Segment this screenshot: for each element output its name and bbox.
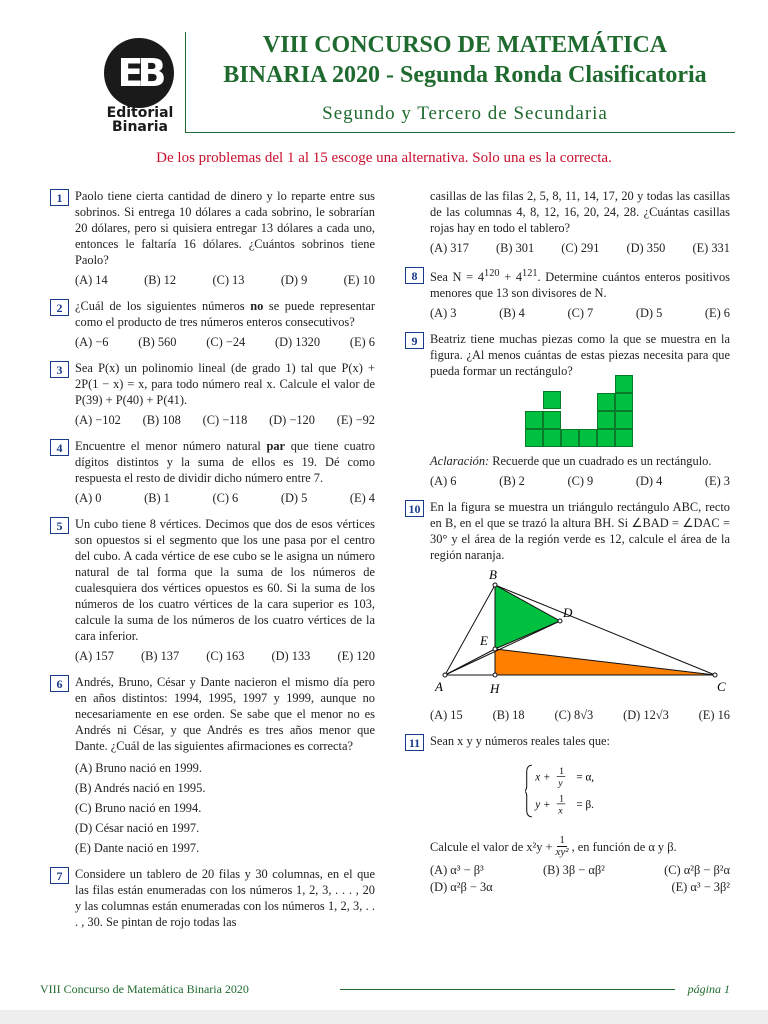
piece-square xyxy=(543,429,561,447)
problem-5 xyxy=(50,516,375,664)
alt-a[interactable]: (A) 317 xyxy=(430,241,469,255)
problem-7-continued xyxy=(405,188,730,256)
problem-text: Sean x y y números reales tales que: xyxy=(430,734,610,749)
alternatives-row2 xyxy=(430,879,730,895)
question xyxy=(430,835,730,858)
subtitle-text: Segundo y Tercero de Secundaria xyxy=(322,103,608,124)
problem-number: 6 xyxy=(50,675,69,692)
problem-number: 2 xyxy=(50,299,69,316)
alt-e[interactable]: (E) 6 xyxy=(349,335,375,349)
alt-c[interactable]: (C) −118 xyxy=(202,413,248,427)
alt-a[interactable]: (A) α³ − β³ xyxy=(430,863,484,878)
eq1-den: y xyxy=(558,778,563,789)
page-footer xyxy=(40,982,730,996)
alt-b[interactable]: (B) 12 xyxy=(144,273,177,287)
question-fraction xyxy=(556,835,569,858)
problem-text xyxy=(75,298,375,330)
alt-d[interactable]: (D) 133 xyxy=(271,649,311,663)
instruction: De los problemas del 1 al 15 escoge una alternativa. Solo una es la correcta. xyxy=(156,150,612,166)
problem-number: 10 xyxy=(405,500,424,517)
problem-11 xyxy=(405,733,730,895)
logo-text xyxy=(100,106,180,134)
clarification-label: Aclaración: xyxy=(430,454,490,469)
alternatives xyxy=(430,473,730,489)
problem-text-b: + 4 xyxy=(499,270,523,285)
alt-c[interactable]: (C) 6 xyxy=(212,491,239,505)
problem-text: En la figura se muestra un triángulo rectángulo ABC, recto en B, en el que se trazó la altura BH. Si ∠BAD = ∠DAC = 30° y el área de la región verde es 12, calcule el área de la región naranja. xyxy=(430,500,730,563)
alt-a[interactable]: (A) 15 xyxy=(430,708,463,723)
problem-text-a: Sea N = 4 xyxy=(430,270,485,285)
alternatives xyxy=(430,240,730,256)
alt-a[interactable]: (A) 157 xyxy=(75,649,114,663)
problem-number: 8 xyxy=(405,267,424,284)
piece-square xyxy=(597,429,615,447)
alt-d[interactable]: (D) −120 xyxy=(269,413,315,427)
alt-c[interactable]: (C) 291 xyxy=(561,241,600,255)
editorial-binaria-logo xyxy=(100,38,180,134)
piece-square xyxy=(543,391,561,409)
problem-3 xyxy=(50,360,375,428)
label-h: H xyxy=(490,681,500,697)
problem-number: 4 xyxy=(50,439,69,456)
problem-text-bold: no xyxy=(250,299,264,313)
problem-text-continued: casillas de las filas 2, 5, 8, 11, 14, 17, 20 y todas las casillas de las columnas 4, 8, 12, 16, 20, 24, 28. ¿Cuántas casillas rojas hay en todo el tablero? xyxy=(430,189,730,235)
alt-c[interactable]: (C) 13 xyxy=(212,273,245,287)
problem-text: Beatriz tiene muchas piezas como la que se muestra en la figura. ¿Al menos cuántas de estas piezas necesita para que pueda formar un rectángulo? xyxy=(430,332,730,379)
problem-2 xyxy=(50,298,375,350)
right-column xyxy=(405,188,730,905)
alt-d[interactable]: (D) 5 xyxy=(280,491,308,505)
problem-9 xyxy=(405,331,730,489)
eq2-left: y + xyxy=(535,799,551,812)
alt-e[interactable]: (E) 10 xyxy=(343,273,375,287)
point-h xyxy=(493,673,497,677)
subtitle xyxy=(195,103,735,125)
alt-b[interactable]: (B) 4 xyxy=(499,306,525,321)
question-den: xy² xyxy=(555,846,569,859)
alt-b[interactable]: (B) 2 xyxy=(499,474,525,489)
alt-a[interactable]: (A) −6 xyxy=(75,335,109,349)
alt-e[interactable]: (E) 4 xyxy=(349,491,375,505)
alt-c[interactable]: (C) α²β − β²α xyxy=(664,863,730,878)
left-column xyxy=(50,188,375,940)
alt-a[interactable]: (A) 3 xyxy=(430,306,457,321)
alt-b[interactable]: (B) 108 xyxy=(142,413,181,427)
problem-4 xyxy=(50,438,375,506)
eq2-right: = β. xyxy=(576,799,594,812)
alternatives xyxy=(75,334,375,350)
green-region xyxy=(495,585,560,649)
alt-b[interactable]: (B) Andrés nació en 1995. xyxy=(75,781,206,795)
point-d xyxy=(558,619,562,623)
problem-6 xyxy=(50,674,375,856)
label-e: E xyxy=(480,633,488,649)
point-e xyxy=(493,647,497,651)
alternatives xyxy=(75,490,375,506)
piece-square xyxy=(597,393,615,411)
problem-text-bold: par xyxy=(266,439,286,453)
exponent-2: 121 xyxy=(522,268,538,279)
problem-text: Sea P(x) un polinomio lineal (de grado 1) tal que P(x) + 2P(1 − x) = x, para todo número real x. Calcule el valor de P(39) + P(40) + P(41). xyxy=(75,361,375,407)
point-a xyxy=(443,673,447,677)
piece-square xyxy=(597,411,615,429)
alt-e[interactable]: (E) −92 xyxy=(336,413,375,427)
clarification xyxy=(430,453,730,469)
piece-square xyxy=(615,393,633,411)
problem-text xyxy=(75,438,375,486)
page-header xyxy=(0,0,768,140)
alt-e[interactable]: (E) 3 xyxy=(704,474,730,489)
alt-e[interactable]: (E) 331 xyxy=(692,241,730,255)
problem-text-b: se puede representar como el producto de tres números enteros consecutivos? xyxy=(75,299,376,329)
problem-8 xyxy=(405,266,730,321)
alternatives xyxy=(75,760,375,856)
question-text-a: Calcule el valor de x²y + xyxy=(430,839,553,854)
alt-e[interactable]: (E) 120 xyxy=(337,649,375,663)
problem-10 xyxy=(405,499,730,723)
label-c: C xyxy=(717,679,726,695)
problem-text: Paolo tiene cierta cantidad de dinero y lo reparte entre sus sobrinos. Si entrega 10 dólares a cada sobrino, le sobrarían 20 dólares, pero si quisiera entregar 13 dólares a cada uno, entonces le faltaría 16 dólares. ¿Cuántos sobrinos tiene Paolo? xyxy=(75,189,375,267)
alt-a[interactable]: (A) 14 xyxy=(75,273,108,287)
problem-number: 9 xyxy=(405,332,424,349)
header-vertical-rule xyxy=(185,32,186,132)
problem-7 xyxy=(50,866,375,930)
alt-a[interactable]: (A) 0 xyxy=(75,491,102,505)
alt-d[interactable]: (D) 12√3 xyxy=(623,708,669,723)
problem-text: Considere un tablero de 20 filas y 30 columnas, en el que las filas están enumeradas con los números 1, 2, 3, . . . , 20 y las columnas están enumeradas con los números 1, 2, 3, . . . , 30. Se pintan de rojo todas las xyxy=(75,867,375,929)
logo-text-line1: Editorial xyxy=(106,105,174,121)
piece-square xyxy=(615,375,633,393)
problem-number: 3 xyxy=(50,361,69,378)
problem-text-a: ¿Cuál de los siguientes números xyxy=(75,299,251,313)
alternatives-row1 xyxy=(430,862,730,878)
alternatives xyxy=(75,412,375,428)
alternatives xyxy=(75,272,375,288)
alt-e[interactable]: (E) α³ − 3β² xyxy=(671,880,730,895)
alt-d[interactable]: (D) César nació en 1997. xyxy=(75,821,200,835)
piece-square xyxy=(543,411,561,429)
label-a: A xyxy=(435,679,443,695)
title-line2: BINARIA 2020 - Segunda Ronda Clasificatoria xyxy=(223,62,707,88)
eq2-num: 1 xyxy=(559,794,564,805)
eq1-right: = α, xyxy=(576,771,595,784)
alt-d[interactable]: (D) α²β − 3α xyxy=(430,880,493,895)
point-c xyxy=(713,673,717,677)
alt-a[interactable]: (A) −102 xyxy=(75,413,121,427)
problem-text-a: Encuentre el menor número natural xyxy=(75,439,267,453)
page-number: página 1 xyxy=(687,982,730,996)
alt-e[interactable]: (E) 16 xyxy=(698,708,730,723)
alt-b[interactable]: (B) 1 xyxy=(144,491,170,505)
problem-text xyxy=(430,266,730,301)
alt-a[interactable]: (A) Bruno nació en 1999. xyxy=(75,761,202,775)
piece-square xyxy=(525,411,543,429)
problem-text-c: . Determine cuántos enteros positivos menores que 13 son divisores de N. xyxy=(430,270,730,301)
piece-square xyxy=(615,411,633,429)
footer-rule xyxy=(340,989,675,990)
eq2-den: x xyxy=(558,806,563,817)
piece-square xyxy=(615,429,633,447)
label-b: B xyxy=(489,569,497,583)
logo-text-line2: Binaria xyxy=(111,119,169,135)
problem-number: 11 xyxy=(405,734,424,751)
title-line1: VIII CONCURSO DE MATEMÁTICA xyxy=(262,32,668,58)
question-num: 1 xyxy=(559,834,565,847)
footer-title: VIII Concurso de Matemática Binaria 2020 xyxy=(40,982,249,996)
problem-number: 7 xyxy=(50,867,69,884)
alt-d[interactable]: (D) 4 xyxy=(635,474,663,489)
exponent-1: 120 xyxy=(484,268,500,279)
alt-b[interactable]: (B) 18 xyxy=(492,708,525,723)
piece-figure xyxy=(525,391,625,447)
clarification-text: Recuerde que un cuadrado es un rectángulo. xyxy=(489,454,712,469)
piece-square xyxy=(525,429,543,447)
alt-d[interactable]: (D) 1320 xyxy=(274,335,321,349)
equation-system xyxy=(525,759,645,823)
alt-d[interactable]: (D) 9 xyxy=(280,273,308,287)
question-text-b: , en función de α y β. xyxy=(571,839,677,854)
triangle-figure xyxy=(425,569,735,699)
page-bottom-edge xyxy=(0,1010,768,1024)
problem-text: Andrés, Bruno, César y Dante nacieron el mismo día pero en años distintos: 1994, 1995, 1997 y 1999, aunque no necesariamente en ese orden. Se sabe que el menor no es Andrés ni César, y que Andrés es tres años menor que Dante. ¿Cuál de las siguientes afirmaciones es correcta? xyxy=(75,675,375,753)
alternatives xyxy=(430,707,730,723)
alt-e[interactable]: (E) Dante nació en 1997. xyxy=(75,841,200,855)
alt-a[interactable]: (A) 6 xyxy=(430,474,457,489)
alt-c[interactable]: (C) Bruno nació en 1994. xyxy=(75,801,202,815)
problem-text: Un cubo tiene 8 vértices. Decimos que dos de esos vértices son opuestos si el segmento que los une pasa por el centro del cubo. A cada vértice de ese cubo se le asigna un número natural de tal forma que la suma de los números de cualesquiera dos vértices opuestos es 60. Si la suma de los números de los cuatro vértices de la cara superior es 103, calcule la suma de los números de los cuatro vértices de la cara inferior. xyxy=(75,517,375,643)
alt-c[interactable]: (C) 7 xyxy=(567,306,594,321)
piece-square xyxy=(579,429,597,447)
problem-number: 1 xyxy=(50,189,69,206)
alternatives xyxy=(75,648,375,664)
alternatives xyxy=(430,305,730,321)
alt-c[interactable]: (C) 8√3 xyxy=(554,708,594,723)
eq1-num: 1 xyxy=(559,766,564,777)
alt-b[interactable]: (B) 137 xyxy=(140,649,180,663)
alt-d[interactable]: (D) 5 xyxy=(635,306,663,321)
left-brace xyxy=(525,765,532,816)
point-b xyxy=(493,583,497,587)
eq1-left: x + xyxy=(535,771,551,784)
alt-b[interactable]: (B) 3β − αβ² xyxy=(543,863,605,878)
alt-c[interactable]: (C) −24 xyxy=(206,335,246,349)
alt-c[interactable]: (C) 9 xyxy=(567,474,594,489)
problem-text-b: que tiene cuatro dígitos distintos y la suma de ellos es 19. Dé como respuesta el resto de dividir dicho número entre 7. xyxy=(75,439,375,485)
label-d: D xyxy=(563,605,573,621)
problem-1 xyxy=(50,188,375,288)
header-rule xyxy=(185,132,735,133)
alt-b[interactable]: (B) 560 xyxy=(138,335,177,349)
piece-square xyxy=(561,429,579,447)
problem-number: 5 xyxy=(50,517,69,534)
alt-b[interactable]: (B) 301 xyxy=(495,241,535,255)
alt-d[interactable]: (D) 350 xyxy=(626,241,666,255)
alt-e[interactable]: (E) 6 xyxy=(704,306,730,321)
alt-c[interactable]: (C) 163 xyxy=(206,649,245,663)
logo-letters: EB xyxy=(117,51,161,95)
